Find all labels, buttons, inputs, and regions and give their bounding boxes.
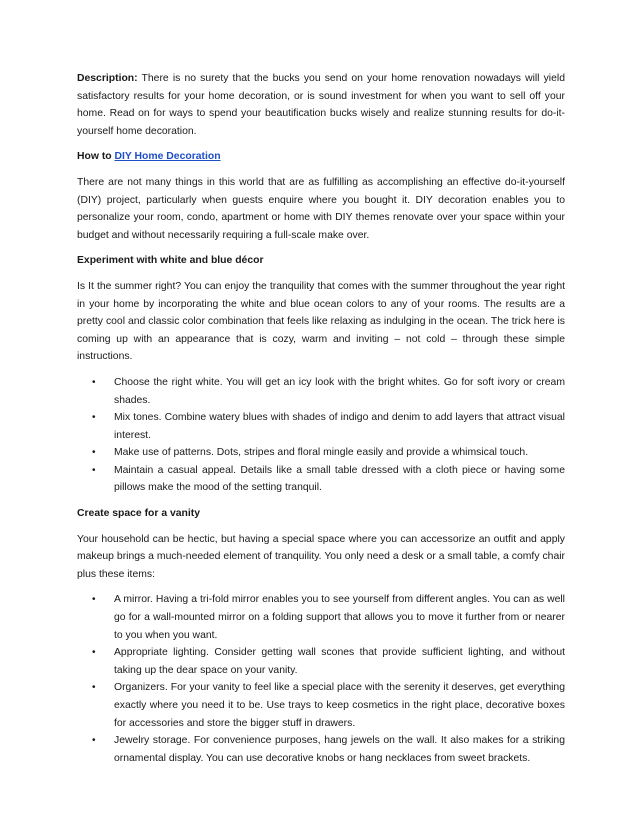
bullet-icon: • [92, 447, 96, 459]
list-item-text: Organizers. For your vanity to feel like a special place with the serenity it deserves, get everything exactly where you need it to be. Use trays to keep cosmetics in the right place, decorative boxes for accessories and store the bigger stuff in drawers. [114, 682, 565, 729]
description-label: Description: [77, 73, 138, 84]
list-item [92, 644, 565, 679]
document-page [77, 70, 565, 775]
description-paragraph [77, 70, 565, 140]
section1-heading: Experiment with white and blue décor [77, 255, 264, 267]
bullet-icon: • [92, 412, 96, 424]
list-item [92, 462, 565, 497]
howto-prefix: How to [77, 151, 115, 163]
list-item [92, 409, 565, 444]
description-text: There is no surety that the bucks you send on your home renovation nowadays will yield satisfactory results for your home decoration, or is sound investment for when you want to sell off your home. Read on for ways to spend your beautification bucks wisely and realize stunning results for do-it-yourself home decoration. [77, 73, 565, 137]
list-item-text: Mix tones. Combine watery blues with shades of indigo and denim to add layers that attract visual interest. [114, 412, 565, 441]
list-item [92, 732, 565, 767]
section2-bullet-list [77, 591, 565, 767]
list-item-text: Choose the right white. You will get an icy look with the bright whites. Go for soft ivory or cream shades. [114, 376, 565, 406]
section2-paragraph: Your household can be hectic, but having a special space where you can accessorize an outfit and apply makeup brings a much-needed element of tranquility. You only need a desk or a small table, a comfy chair plus these items: [77, 533, 565, 580]
list-item [92, 444, 565, 462]
intro-paragraph: There are not many things in this world that are as fulfilling as accomplishing an effective do-it-yourself (DIY) project, particularly when guests enquire where you bought it. DIY decoration enables you to personalize your room, condo, apartment or home with DIY themes renovate over your space within your budget and without necessarily requiring a full-scale make over. [77, 176, 565, 241]
list-item-text: Appropriate lighting. Consider getting wall scones that provide sufficient lighting, and without taking up the dear space on your vanity. [114, 647, 565, 676]
bullet-icon: • [92, 682, 96, 694]
bullet-icon: • [92, 594, 96, 606]
list-item [92, 679, 565, 732]
section2-heading: Create space for a vanity [77, 508, 201, 520]
list-item [92, 374, 565, 409]
howto-heading [77, 148, 565, 166]
bullet-icon: • [92, 376, 96, 388]
bullet-icon: • [92, 647, 96, 659]
section1-paragraph: Is It the summer right? You can enjoy the tranquility that comes with the summer throughout the year right in your home by incorporating the white and blue ocean colors to any of your rooms. The results are a pretty cool and classic color combination that feels like relaxing as indulging in the ocean. The trick here is coming up with an appearance that is cozy, warm and inviting – not cold – through these simple instructions. [77, 280, 565, 363]
bullet-icon: • [92, 464, 96, 476]
diy-home-decoration-link[interactable]: DIY Home Decoration [114, 151, 221, 163]
bullet-icon: • [92, 735, 96, 747]
section1-bullet-list [77, 374, 565, 497]
list-item-text: Maintain a casual appeal. Details like a small table dressed with a cloth piece or having some pillows make the mood of the setting tranquil. [114, 464, 565, 494]
list-item-text: A mirror. Having a tri-fold mirror enables you to see yourself from different angles. You can as well go for a wall-mounted mirror on a folding support that allows you to move it further from or nearer to you when you want. [114, 594, 565, 641]
list-item-text: Make use of patterns. Dots, stripes and floral mingle easily and provide a whimsical touch. [114, 447, 529, 459]
list-item-text: Jewelry storage. For convenience purposes, hang jewels on the wall. It also makes for a striking ornamental display. You can use decorative knobs or hang necklaces from sweet brackets. [114, 735, 565, 764]
list-item [92, 591, 565, 644]
